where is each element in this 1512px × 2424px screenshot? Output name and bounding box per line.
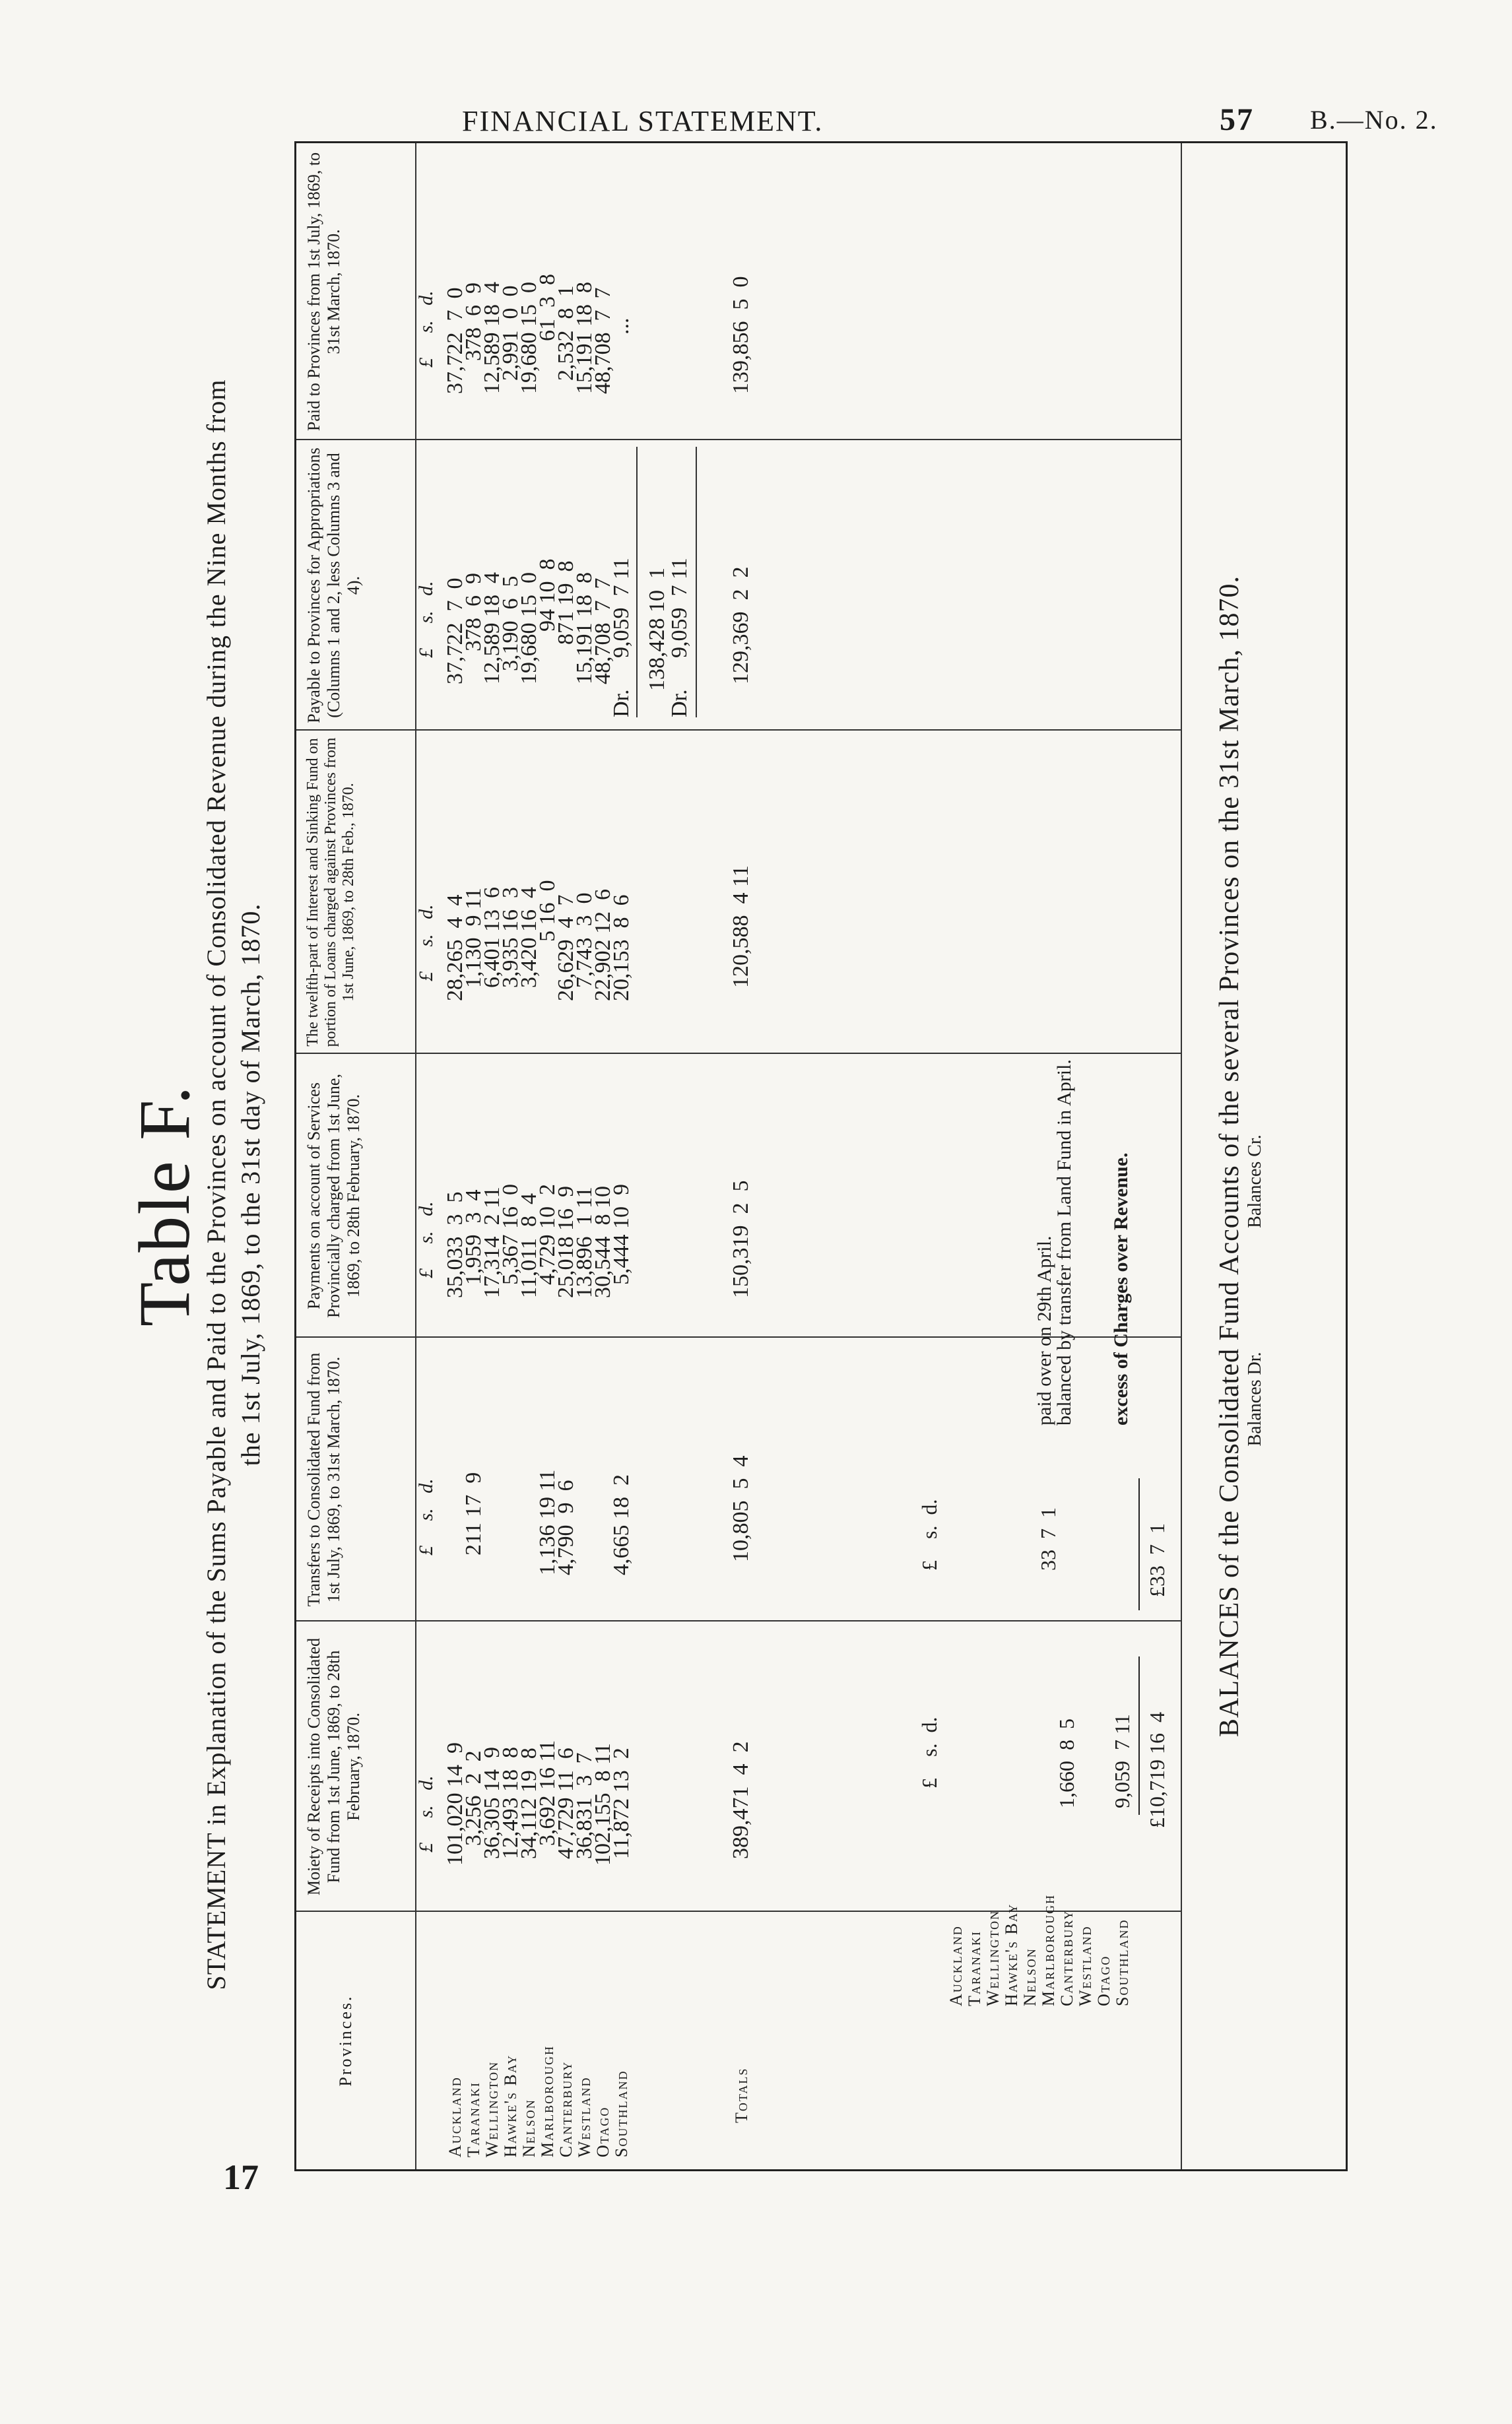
cell: 3,256 2 2 xyxy=(461,1750,486,1846)
unit-label: £ s. d. xyxy=(415,1775,437,1852)
balances-unit-dr: £ s. d. xyxy=(917,1717,941,1788)
cell: 17,314 2 11 xyxy=(480,1187,504,1298)
unit-label: £ s. d. xyxy=(415,1478,437,1556)
rule xyxy=(1138,1478,1140,1610)
province-name: Westland xyxy=(575,2076,594,2157)
balance-total-dr: £10,719 16 4 xyxy=(1145,1712,1169,1828)
column-rule xyxy=(296,439,1181,440)
col-header-transfers: Transfers to Consolidated Fund from 1st July, 1869, to 31st March, 1870. xyxy=(304,1352,343,1607)
cell: 20,153 8 6 xyxy=(609,894,634,1001)
province-name: Canterbury xyxy=(556,2060,575,2157)
cell: 5,444 10 9 xyxy=(609,1184,634,1285)
column-rule xyxy=(296,729,1181,731)
province-name: Hawke's Bay xyxy=(501,2054,520,2157)
cell: 101,020 14 9 xyxy=(443,1742,467,1866)
balance-dr-canterbury: 1,660 8 5 xyxy=(1055,1719,1078,1808)
balance-dr-southland: 9,059 7 11 xyxy=(1110,1714,1134,1808)
col-header-interest: The twelfth-part of Interest and Sinking Fund on portion of Loans charged against Provinces from 1st June, 1869, to 28th Feb., 1870. xyxy=(304,737,357,1047)
cell: 36,305 14 9 xyxy=(480,1747,504,1859)
cell: 12,589 18 4 xyxy=(480,572,504,684)
cell: 61 3 8 xyxy=(535,274,560,341)
province-name: Taranaki xyxy=(464,2081,483,2157)
cell: 4,665 18 2 xyxy=(609,1474,634,1575)
cell: 28,265 4 4 xyxy=(443,894,467,1001)
cell: 34,112 19 8 xyxy=(517,1748,541,1859)
unit-label: £ s. d. xyxy=(415,290,437,368)
balance-province: Canterbury xyxy=(1057,1909,1076,2006)
cell: 9,059 7 11 xyxy=(609,558,634,658)
totals-label: Totals xyxy=(732,2067,751,2123)
balance-province: Hawke's Bay xyxy=(1002,1903,1021,2006)
col-header-provinces: Provinces. xyxy=(336,1994,355,2087)
note-excess: excess of Charges over Revenue. xyxy=(1110,1152,1132,1425)
caption-line-1: STATEMENT in Explanation of the Sums Payable and Paid to the Provinces on account of Consolidated Revenue during the Nine Months from xyxy=(201,379,231,1990)
caption-line-2: the 1st July, 1869, to the 31st day of March, 1870. xyxy=(236,903,265,1466)
total-cell: 120,588 4 11 xyxy=(729,865,753,988)
cell: 19,680 15 0 xyxy=(517,282,541,394)
unit-label: £ s. d. xyxy=(415,581,437,658)
cell: 11,011 8 4 xyxy=(517,1193,541,1298)
subtotal-debit: 9,059 7 11 xyxy=(667,558,692,658)
col-header-moiety: Moiety of Receipts into Consolidated Fund from 1st June, 1869, to 28th February, 1870. xyxy=(304,1638,363,1895)
dr-marker: Dr. xyxy=(609,689,634,717)
cell: 37,722 7 0 xyxy=(443,577,467,684)
cell: 12,493 18 8 xyxy=(498,1747,523,1859)
cell: 1,136 19 11 xyxy=(535,1469,560,1575)
balance-province: Nelson xyxy=(1020,1948,1039,2006)
cell: 4,729 10 2 xyxy=(535,1184,560,1285)
cell: 11,872 13 2 xyxy=(609,1748,634,1859)
col-header-paid: Paid to Provinces from 1st July, 1869, to 31st March, 1870. xyxy=(304,152,343,432)
cell: 3,190 6 5 xyxy=(498,575,523,671)
total-cell: 139,856 5 0 xyxy=(729,276,753,394)
total-cell: 129,369 2 2 xyxy=(729,566,753,684)
balance-province: Otago xyxy=(1094,1955,1113,2006)
total-cell: 389,471 4 2 xyxy=(729,1741,753,1859)
dr-marker: Dr. xyxy=(667,689,692,717)
note-paid-over: paid over on 29th April. xyxy=(1034,1235,1055,1425)
cell: 4,790 9 6 xyxy=(554,1480,578,1575)
balances-unit-cr: £ s. d. xyxy=(917,1499,941,1571)
balance-province: Westland xyxy=(1076,1925,1095,2006)
cell: 48,708 7 7 xyxy=(591,577,615,684)
subtotal-rule xyxy=(696,447,697,717)
cell: 3,935 16 3 xyxy=(498,887,523,988)
cell: 2,991 0 0 xyxy=(498,285,523,381)
province-name: Marlborough xyxy=(538,2045,557,2157)
subtotal-rule xyxy=(636,447,638,717)
cell: 25,018 16 9 xyxy=(554,1186,578,1298)
balances-title: BALANCES of the Consolidated Fund Accounts of the several Provinces on the 31st March, 1870. xyxy=(1214,575,1245,1738)
page-number: 17 xyxy=(223,2157,259,2197)
header-reference: B.—No. 2. xyxy=(1310,105,1438,135)
cell: 378 6 9 xyxy=(461,282,486,361)
province-name: Southland xyxy=(612,2070,631,2157)
balance-province: Southland xyxy=(1113,1918,1132,2006)
col-header-payable: Payable to Provinces for Appropriations (Columns 1 and 2, less Columns 3 and 4). xyxy=(304,447,363,723)
cell: 15,191 18 8 xyxy=(572,572,597,684)
balance-province: Auckland xyxy=(946,1925,966,2006)
total-cell: 150,319 2 5 xyxy=(729,1180,753,1298)
header-title: FINANCIAL STATEMENT. xyxy=(462,105,824,137)
cell: 19,680 15 0 xyxy=(517,572,541,684)
balances-body xyxy=(917,950,1287,2006)
cell: 5 16 0 xyxy=(535,880,560,942)
cell: 12,589 18 4 xyxy=(480,282,504,394)
cell: 1,130 9 11 xyxy=(461,888,486,988)
unit-label: £ s. d. xyxy=(415,904,437,981)
header-rule xyxy=(415,143,416,2169)
cell: 6,401 13 6 xyxy=(480,887,504,988)
cell: 30,544 8 10 xyxy=(591,1186,615,1298)
cell: 26,629 4 7 xyxy=(554,894,578,1001)
note-land-fund: balanced by transfer from Land Fund in April. xyxy=(1053,1059,1075,1425)
cell: 7,743 3 0 xyxy=(572,892,597,988)
table-title: Table F. xyxy=(124,1084,205,1327)
cell: ... xyxy=(609,317,634,335)
cell: 22,902 12 6 xyxy=(591,889,615,1001)
cell: 37,722 7 0 xyxy=(443,287,467,394)
cell: 211 17 9 xyxy=(461,1472,486,1556)
balances-table xyxy=(1245,145,1443,2171)
cell: 3,420 16 4 xyxy=(517,887,541,988)
province-name: Wellington xyxy=(482,2060,502,2157)
cell: 48,708 7 7 xyxy=(591,287,615,394)
balance-total-cr: £33 7 1 xyxy=(1145,1523,1169,1597)
cell: 1,959 3 4 xyxy=(461,1189,486,1285)
cell: 102,155 8 11 xyxy=(591,1743,615,1866)
province-name: Nelson xyxy=(519,2099,539,2157)
col-header-payments: Payments on account of Services Provincially charged from 1st June, 1869, to 28th February, 1870. xyxy=(304,1074,363,1318)
balance-cr-canterbury: 33 7 1 xyxy=(1036,1507,1060,1571)
province-name: Otago xyxy=(593,2106,612,2157)
balances-dr-heading: Balances Dr. xyxy=(1245,1352,1265,1447)
header-page-number: 57 xyxy=(1220,102,1254,137)
cell: 13,896 1 11 xyxy=(572,1187,597,1298)
rule xyxy=(1138,1656,1140,1815)
cell: 5,367 16 0 xyxy=(498,1184,523,1285)
balance-province: Marlborough xyxy=(1039,1893,1058,2006)
total-cell: 10,805 5 4 xyxy=(729,1455,753,1562)
subtotal-credit: 138,428 10 1 xyxy=(645,568,669,691)
balances-cr-heading: Balances Cr. xyxy=(1245,1134,1265,1228)
province-name: Auckland xyxy=(445,2076,465,2157)
cell: 2,532 8 1 xyxy=(554,285,578,381)
cell: 47,729 11 6 xyxy=(554,1748,578,1859)
cell: 871 19 8 xyxy=(554,560,578,645)
balance-province: Taranaki xyxy=(965,1930,984,2006)
unit-label: £ s. d. xyxy=(415,1201,437,1278)
cell: 94 10 8 xyxy=(535,558,560,632)
cell: 378 6 9 xyxy=(461,573,486,651)
cell: 35,033 3 5 xyxy=(443,1191,467,1298)
cell: 3,692 16 11 xyxy=(535,1740,560,1846)
cell: 15,191 18 8 xyxy=(572,282,597,394)
balance-province: Wellington xyxy=(983,1909,1003,2006)
cell: 36,831 3 7 xyxy=(572,1752,597,1859)
